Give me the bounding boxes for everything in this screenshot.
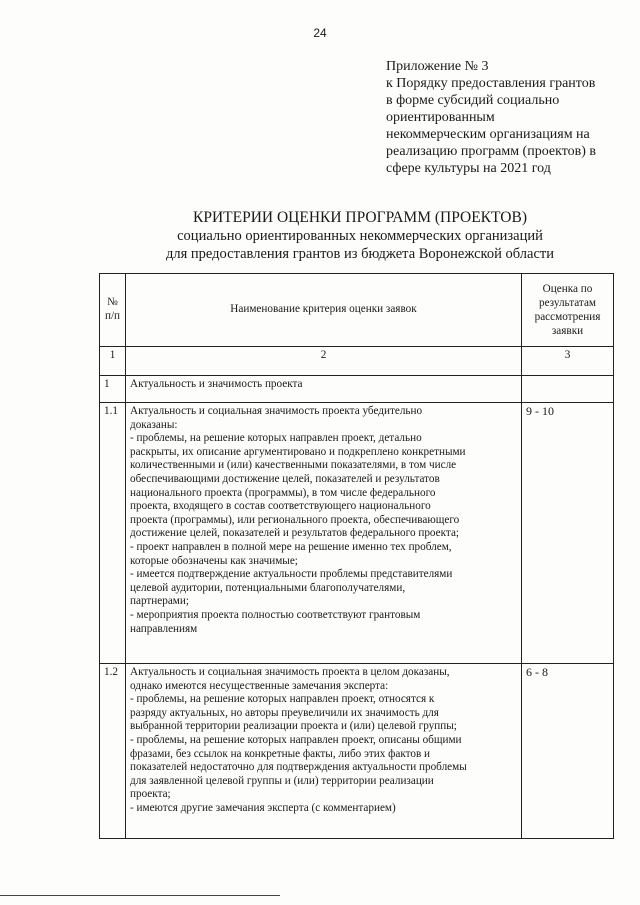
index-cell-1: 1	[100, 347, 126, 376]
appendix-line: сфере культуры на 2021 год	[386, 161, 551, 176]
appendix-line: ориентированным	[386, 110, 495, 125]
criterion-line: - проблемы, на решение которых направлен проект, детально	[130, 432, 422, 445]
criterion-line: обеспечивающими достижение целей, показателей и результатов	[130, 472, 440, 485]
section-num: 1	[100, 376, 126, 403]
appendix-line: к Порядку предоставления грантов	[386, 76, 596, 91]
criterion-line: - имеются другие замечания эксперта (с комментарием)	[130, 801, 396, 814]
appendix-block	[386, 58, 626, 177]
criterion-line: Актуальность и социальная значимость проекта в целом доказаны,	[130, 666, 450, 678]
appendix-line: реализацию программ (проектов) в	[386, 144, 597, 159]
title-line-2: социально ориентированных некоммерческих организаций	[177, 228, 543, 244]
criterion-line: целевой аудитории, потенциальными благополучателями,	[130, 581, 406, 594]
criterion-line: Актуальность и социальная значимость проекта убедительно	[130, 405, 423, 417]
section-row	[100, 376, 614, 403]
row-num: 1.2	[100, 664, 126, 839]
criterion-line: достижение целей, показателей и результатов федерального проекта;	[130, 527, 460, 540]
criterion-line: фразами, без ссылок на конкретные факты, либо этих фактов и	[130, 747, 431, 760]
row-score: 9 - 10	[522, 403, 614, 664]
criterion-line: - проблемы, на решение которых направлен проект, относятся к	[130, 693, 435, 706]
table-row	[100, 664, 614, 839]
criterion-line: проекта, входящего в состав соответствующего национального	[130, 500, 431, 513]
table-row	[100, 403, 614, 664]
criterion-line: раскрыты, их описание аргументировано и подкреплено конкретными	[130, 445, 466, 458]
index-cell-3: 3	[522, 347, 614, 376]
criterion-line: доказаны:	[130, 418, 178, 431]
index-cell-2: 2	[126, 347, 522, 376]
row-criterion	[126, 664, 522, 839]
document-title	[100, 209, 620, 263]
criterion-line: проекта;	[130, 788, 171, 801]
criterion-line: для заявленной целевой группы и (или) территории реализации	[130, 774, 434, 787]
header-num: № п/п	[100, 274, 126, 347]
criterion-line: количественными и (или) качественными показателями, в том числе	[130, 459, 457, 472]
criterion-line: партнерами;	[130, 595, 189, 608]
criterion-line: национального проекта (программы), в том числе федерального	[130, 486, 436, 499]
title-line-3: для предоставления грантов из бюджета Воронежской области	[166, 246, 554, 262]
criterion-line: направлениям	[130, 622, 198, 635]
row-criterion	[126, 403, 522, 664]
appendix-line: Приложение № 3	[386, 59, 489, 74]
criterion-line: показателей недостаточно для подтверждения актуальности проблемы	[130, 761, 467, 774]
criterion-line: - проект направлен в полной мере на решение именно тех проблем,	[130, 540, 452, 553]
appendix-line: в форме субсидий социально	[386, 93, 560, 108]
appendix-line: некоммерческим организациям на	[386, 127, 590, 142]
table-header-row	[100, 274, 614, 347]
criteria-table	[99, 273, 614, 839]
title-main: КРИТЕРИИ ОЦЕНКИ ПРОГРАММ (ПРОЕКТОВ)	[193, 209, 527, 226]
header-name: Наименование критерия оценки заявок	[126, 274, 522, 347]
criterion-line: которые обозначены как значимые;	[130, 554, 298, 567]
criterion-line: однако имеются несущественные замечания эксперта:	[130, 679, 389, 692]
criterion-line: выбранной территории реализации проекта и (или) целевой группы;	[130, 720, 457, 733]
criterion-line: - проблемы, на решение которых направлен проект, описаны общими	[130, 733, 462, 746]
page-number: 24	[313, 26, 327, 40]
criterion-line: проекта (программы), или регионального проекта, обеспечивающего	[130, 513, 460, 526]
header-score: Оценка по результатам рассмотрения заявки	[522, 274, 614, 347]
criterion-line: - имеется подтверждение актуальности проблемы представителями	[130, 568, 453, 581]
criterion-line: разряду актуальных, но авторы преувеличили их значимость для	[130, 706, 439, 719]
section-score	[522, 376, 614, 403]
row-num: 1.1	[100, 403, 126, 664]
criterion-line: - мероприятия проекта полностью соответствуют грантовым	[130, 608, 421, 621]
section-name: Актуальность и значимость проекта	[126, 376, 522, 403]
footnote-divider	[0, 895, 280, 896]
column-index-row	[100, 347, 614, 376]
row-score: 6 - 8	[522, 664, 614, 839]
